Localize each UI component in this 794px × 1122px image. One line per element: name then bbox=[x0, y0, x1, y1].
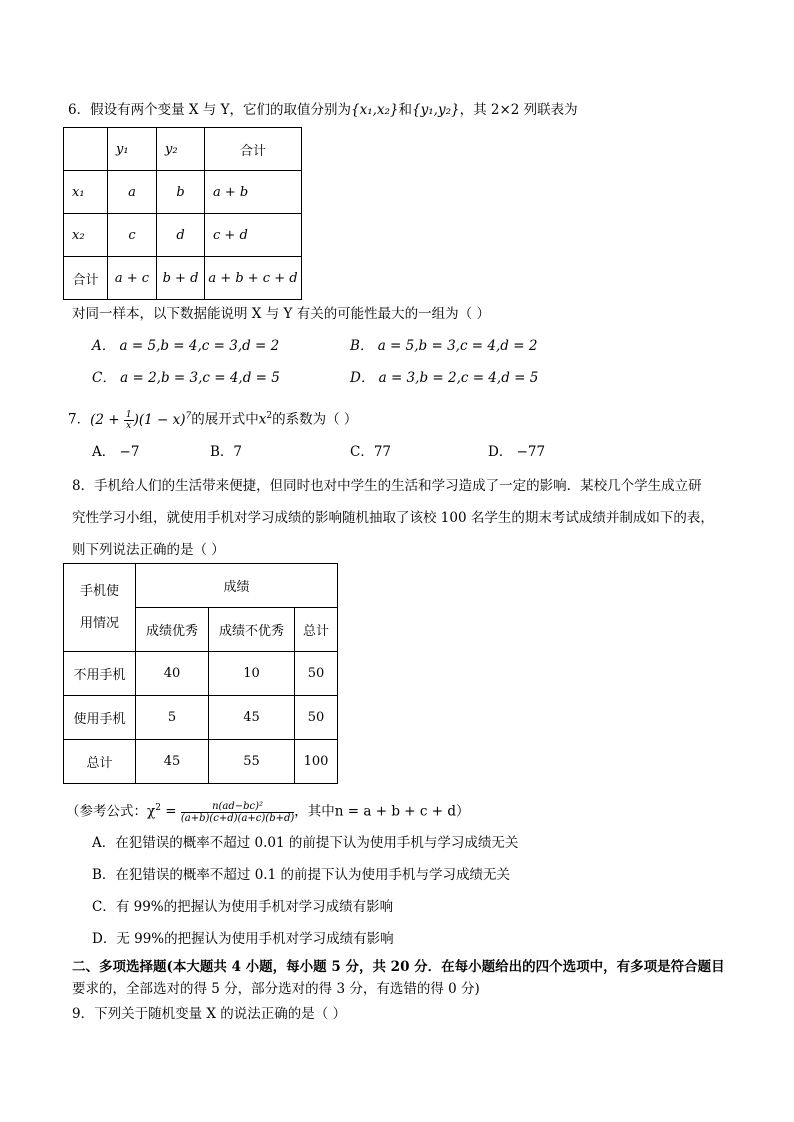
q6-option-d: D． a = 3,b = 2,c = 4,d = 5 bbox=[350, 370, 539, 386]
table-cell: 50 bbox=[295, 696, 338, 740]
table-group-header: 成绩 bbox=[136, 564, 338, 608]
table-cell: b bbox=[157, 171, 205, 214]
table-row bbox=[64, 257, 302, 300]
table-cell: 50 bbox=[295, 652, 338, 696]
q7-option-b: B．7 bbox=[210, 444, 243, 460]
table-cell: 使用手机 bbox=[64, 696, 136, 740]
table-cell: 45 bbox=[136, 740, 209, 784]
q6-stem: 6．假设有两个变量 X 与 Y，它们的取值分别为{x₁,x₂}和{y₁,y₂}，其 2×2 列联表为 bbox=[68, 102, 578, 118]
q8-option-c: C．有 99%的把握认为使用手机对学习成绩有影响 bbox=[92, 899, 394, 915]
table-cell: 5 bbox=[136, 696, 209, 740]
q7-expression: (2 + $\frac{1}{x}$ )$(1 - x)^7$ bbox=[90, 409, 192, 431]
q8-reference-formula: （参考公式：$\chi^2$ = $\frac{\text{n(ad−bc)²}}{(a+b)(c+d)(a+c)(b+d)}$ ，其中n = a + b + c + d） bbox=[66, 800, 470, 824]
table-cell: a + c bbox=[108, 257, 157, 300]
q8-stem-line3: 则下列说法正确的是（ ） bbox=[72, 542, 225, 558]
q8-option-a: A．在犯错误的概率不超过 0.01 的前提下认为使用手机与学习成绩无关 bbox=[92, 835, 519, 851]
q7-option-d: D． −77 bbox=[488, 444, 546, 460]
table-cell: a + b + c + d bbox=[205, 257, 302, 300]
fraction: $\frac{1}{x}$ bbox=[125, 409, 132, 431]
table-cell: 40 bbox=[136, 652, 209, 696]
table-row bbox=[64, 564, 338, 608]
table-cell: 合计 bbox=[64, 257, 108, 300]
q7-option-c: C．77 bbox=[350, 444, 392, 460]
table-cell: 成绩优秀 bbox=[136, 608, 209, 652]
table-cell: 45 bbox=[209, 696, 295, 740]
q7-option-a: A． −7 bbox=[92, 444, 140, 460]
chi-square-fraction: $\frac{\text{n(ad−bc)²}}{(a+b)(c+d)(a+c)(b+d)}$ bbox=[180, 800, 295, 824]
q6-option-a: A． a = 5,b = 4,c = 3,d = 2 bbox=[92, 338, 280, 354]
table-cell bbox=[64, 128, 108, 171]
q9-stem: 9．下列关于随机变量 X 的说法正确的是（ ） bbox=[72, 1006, 347, 1022]
table-cell: a + b bbox=[205, 171, 302, 214]
table-cell: 55 bbox=[209, 740, 295, 784]
table-cell: 总计 bbox=[64, 740, 136, 784]
section-instructions: 要求的，全部选对的得 5 分，部分选对的得 3 分，有选错的得 0 分) bbox=[72, 981, 480, 997]
q8-stem-line1: 8．手机给人们的生活带来便捷，但同时也对中学生的生活和学习造成了一定的影响．某校几个学生成立研 bbox=[72, 478, 702, 494]
table-cell: 不用手机 bbox=[64, 652, 136, 696]
table-row bbox=[64, 740, 338, 784]
table-cell: y₁ bbox=[108, 128, 157, 171]
q8-option-b: B．在犯错误的概率不超过 0.1 的前提下认为使用手机与学习成绩无关 bbox=[92, 867, 510, 883]
q6-contingency-table bbox=[63, 127, 302, 300]
table-cell: 100 bbox=[295, 740, 338, 784]
q6-option-b: B． a = 5,b = 3,c = 4,d = 2 bbox=[350, 338, 538, 354]
table-corner-cell: 手机使 用情况 bbox=[64, 564, 136, 652]
table-row bbox=[64, 171, 302, 214]
table-row bbox=[64, 214, 302, 257]
table-cell: d bbox=[157, 214, 205, 257]
q6-question: 对同一样本，以下数据能说明 X 与 Y 有关的可能性最大的一组为（ ） bbox=[72, 306, 490, 322]
table-row bbox=[64, 696, 338, 740]
table-cell: c + d bbox=[205, 214, 302, 257]
table-cell: 合计 bbox=[205, 128, 302, 171]
q8-data-table bbox=[63, 563, 338, 784]
table-cell: 成绩不优秀 bbox=[209, 608, 295, 652]
table-cell: a bbox=[108, 171, 157, 214]
q7-stem: 7．(2 + $\frac{1}{x}$ )$(1 - x)^7$的展开式中$x^2$的系数为（ ） bbox=[68, 409, 358, 431]
table-cell: x₁ bbox=[64, 171, 108, 214]
table-row bbox=[64, 128, 302, 171]
q8-stem-line2: 究性学习小组，就使用手机对学习成绩的影响随机抽取了该校 100 名学生的期末考试成绩并制成如下的表， bbox=[72, 510, 714, 526]
q6-option-c: C． a = 2,b = 3,c = 4,d = 5 bbox=[92, 370, 280, 386]
table-cell: y₂ bbox=[157, 128, 205, 171]
table-cell: x₂ bbox=[64, 214, 108, 257]
table-cell: c bbox=[108, 214, 157, 257]
table-cell: 总计 bbox=[295, 608, 338, 652]
q8-option-d: D．无 99%的把握认为使用手机对学习成绩有影响 bbox=[92, 931, 394, 947]
table-cell: 10 bbox=[209, 652, 295, 696]
table-row bbox=[64, 652, 338, 696]
table-cell: b + d bbox=[157, 257, 205, 300]
section-heading: 二、多项选择题(本大题共 4 小题，每小题 5 分，共 20 分．在每小题给出的四个选项中，有多项是符合题目 bbox=[72, 959, 725, 975]
